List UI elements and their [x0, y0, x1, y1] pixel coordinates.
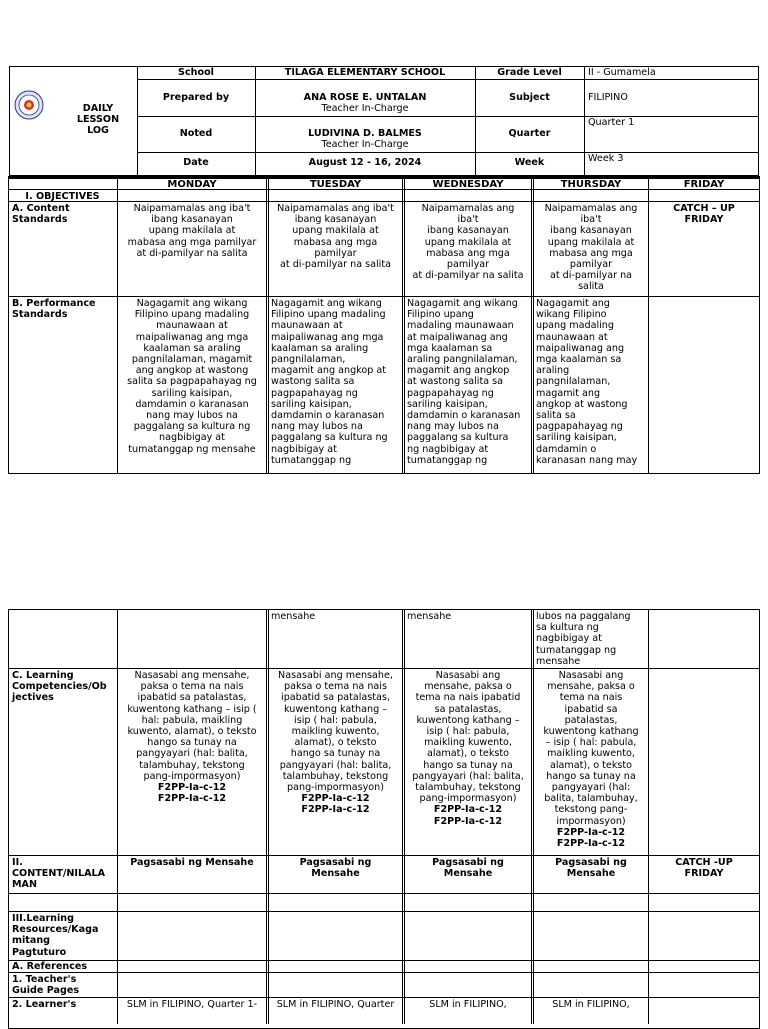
competency-code: F2PP-Ia-c-12 — [556, 826, 626, 838]
content-standards-label: A. Content Standards — [12, 203, 70, 226]
competencies-monday-text: Nasasabi ang mensahe, paksa o tema na nais ipabatid sa patalastas, kuwentong kathang – isip ( hal: pabula, maikling kuwento, alamat), o teksto hango sa tunay na pangyayari (hal: balita, talambuhay, tekstong pang-impormasyon) — [127, 670, 257, 782]
competencies-label: C. Learning Competencies/Ob jectives — [12, 670, 107, 704]
competency-code: F2PP-Ia-c-12 — [556, 838, 626, 850]
learner-wednesday: SLM in FILIPINO, — [429, 999, 507, 1010]
competencies-thursday-text: Nasasabi ang mensahe, paksa o tema na nais ipabatid sa patalastas, kuwentong kathang – isip ( hal: pabula, maikling kuwento, alamat), o teksto hango sa tunay na pangyayari (hal: balita, talambuhay, tekstong pang- impormasyon) — [543, 670, 639, 827]
competency-code: F2PP-Ia-c-12 — [433, 815, 503, 827]
prepared-by-name: ANA ROSE E. UNTALAN — [303, 92, 427, 103]
noted-label: Noted — [179, 128, 213, 139]
school-label: School — [178, 67, 214, 78]
performance-standards-thursday: Nagagamit ang wikang Filipino upang madaling maunawaan at maipaliwanag ang mga kaalaman sa araling pangnilalaman, magamit ang angkop at wastong salita sa pagpapahayag ng sariling kaisipan, damdamin o karanasan nang may — [536, 298, 638, 466]
teacher-guide-label: 1. Teacher's Guide Pages — [12, 974, 80, 997]
content-tuesday: Pagsasabi ng Mensahe — [299, 857, 372, 880]
performance-standards-tuesday: Nagagamit ang wikang Filipino upang madaling maunawaan at maipaliwanag ang mga kaalaman sa araling pangnilalaman, magamit ang angkop at wastong salita sa pagpapahayag ng sariling kaisipan, damdamin o karanasan nang may lubos na paggalang sa kultura ng nagbibigay at tumatanggap ng — [271, 298, 388, 466]
noted-name: LUDIVINA D. BALMES — [308, 128, 422, 139]
content-standards-friday: CATCH – UP FRIDAY — [673, 203, 735, 226]
content-standards-thursday: Naipamamalas ang iba't ibang kasanayan upang makilala at mabasa ang mga pamilyar at di-pamilyar na salita — [544, 203, 638, 293]
school-value: TILAGA ELEMENTARY SCHOOL — [284, 67, 446, 78]
dll-title: DAILY LESSON LOG — [76, 103, 120, 137]
content-friday: CATCH -UP FRIDAY — [675, 857, 733, 880]
competencies-monday — [118, 669, 266, 805]
week-label: Week — [514, 157, 545, 168]
learner-label: 2. Learner's — [12, 999, 77, 1010]
quarter-label: Quarter — [508, 128, 551, 139]
day-header-monday: MONDAY — [167, 179, 217, 190]
competencies-tuesday-text: Nasasabi ang mensahe, paksa o tema na nais ipabatid sa patalastas, kuwentong kathang – isip ( hal: pabula, maikling kuwento, alamat), o teksto hango sa tunay na pangyayari (hal: balita, talambuhay, tekstong pang-impormasyon) — [278, 670, 393, 794]
references-label: A. References — [12, 961, 88, 972]
date-label: Date — [183, 157, 209, 168]
competencies-wednesday-text: Nasasabi ang mensahe, paksa o tema na nais ipabatid sa patalastas, kuwentong kathang – isip ( hal: pabula, maikling kuwento, alamat), o teksto hango sa tunay na pangyayari (hal: balita, talambuhay, tekstong pang-impormasyon) — [412, 670, 524, 805]
grade-level-value: II - Gumamela — [588, 67, 656, 78]
performance-standards-monday: Nagagamit ang wikang Filipino upang madaling maunawaan at maipaliwanag ang mga kaalaman sa araling pangnilalaman, magamit ang angkop at wastong salita sa pagpapahayag ng sariling kaisipan, damdamin o karanasan nang may lubos na paggalang sa kultura ng nagbibigay at tumatanggap ng mensahe — [127, 298, 257, 455]
resources-label: III.Learning Resources/Kaga mitang Pagtuturo — [12, 913, 99, 958]
prepared-by-role: Teacher In-Charge — [321, 103, 409, 114]
day-header-friday: FRIDAY — [683, 179, 725, 190]
noted-role: Teacher In-Charge — [321, 139, 409, 150]
day-header-wednesday: WEDNESDAY — [432, 179, 504, 190]
deped-seal-logo — [14, 90, 44, 120]
performance-standards-label: B. Performance Standards — [12, 298, 96, 321]
day-header-tuesday: TUESDAY — [309, 179, 362, 190]
competencies-tuesday — [269, 669, 402, 817]
performance-cont-tuesday: mensahe — [271, 611, 316, 622]
competency-code: F2PP-Ia-c-12 — [433, 804, 503, 816]
content-label: II. CONTENT/NILALA MAN — [12, 857, 106, 891]
competencies-thursday — [534, 669, 648, 850]
prepared-by-label: Prepared by — [162, 92, 230, 103]
performance-cont-wednesday: mensahe — [407, 611, 452, 622]
objectives-heading: I. OBJECTIVES — [25, 191, 100, 202]
competency-code: F2PP-Ia-c-12 — [157, 793, 227, 805]
quarter-value: Quarter 1 — [588, 117, 635, 128]
performance-standards-wednesday: Nagagamit ang wikang Filipino upang madaling maunawaan at maipaliwanag ang mga kaalaman sa araling pangnilalaman, magamit ang angkop at wastong salita sa pagpapahayag ng sariling kaisipan, damdamin o karanasan nang may lubos na paggalang sa kultura ng nagbibigay at tumatanggap ng — [407, 298, 521, 466]
content-monday: Pagsasabi ng Mensahe — [130, 857, 254, 868]
content-standards-wednesday: Naipamamalas ang iba't ibang kasanayan upang makilala at mabasa ang mga pamilyar at di-pamilyar na salita — [412, 203, 524, 282]
subject-label: Subject — [509, 92, 550, 103]
competency-code: F2PP-Ia-c-12 — [301, 804, 370, 816]
content-standards-monday: Naipamamalas ang iba't ibang kasanayan upang makilala at mabasa ang mga pamilyar at di-pamilyar na salita — [127, 203, 257, 259]
content-standards-tuesday: Naipamamalas ang iba't ibang kasanayan upang makilala at mabasa ang mga pamilyar at di-pamilyar na salita — [277, 203, 394, 271]
competencies-wednesday — [405, 669, 531, 828]
grade-level-label: Grade Level — [497, 67, 562, 78]
learner-monday: SLM in FILIPINO, Quarter 1- — [126, 999, 258, 1010]
content-wednesday: Pagsasabi ng Mensahe — [432, 857, 504, 880]
date-value: August 12 - 16, 2024 — [308, 157, 422, 168]
competency-code: F2PP-Ia-c-12 — [157, 782, 227, 794]
learner-thursday: SLM in FILIPINO, — [552, 999, 630, 1010]
performance-cont-thursday: lubos na paggalang sa kultura ng nagbibigay at tumatanggap ng mensahe — [536, 611, 631, 667]
content-thursday: Pagsasabi ng Mensahe — [555, 857, 627, 880]
day-header-thursday: THURSDAY — [560, 179, 622, 190]
subject-value: FILIPINO — [588, 92, 628, 103]
week-value: Week 3 — [588, 153, 624, 164]
learner-tuesday: SLM in FILIPINO, Quarter — [276, 999, 395, 1010]
competency-code: F2PP-Ia-c-12 — [301, 793, 370, 805]
